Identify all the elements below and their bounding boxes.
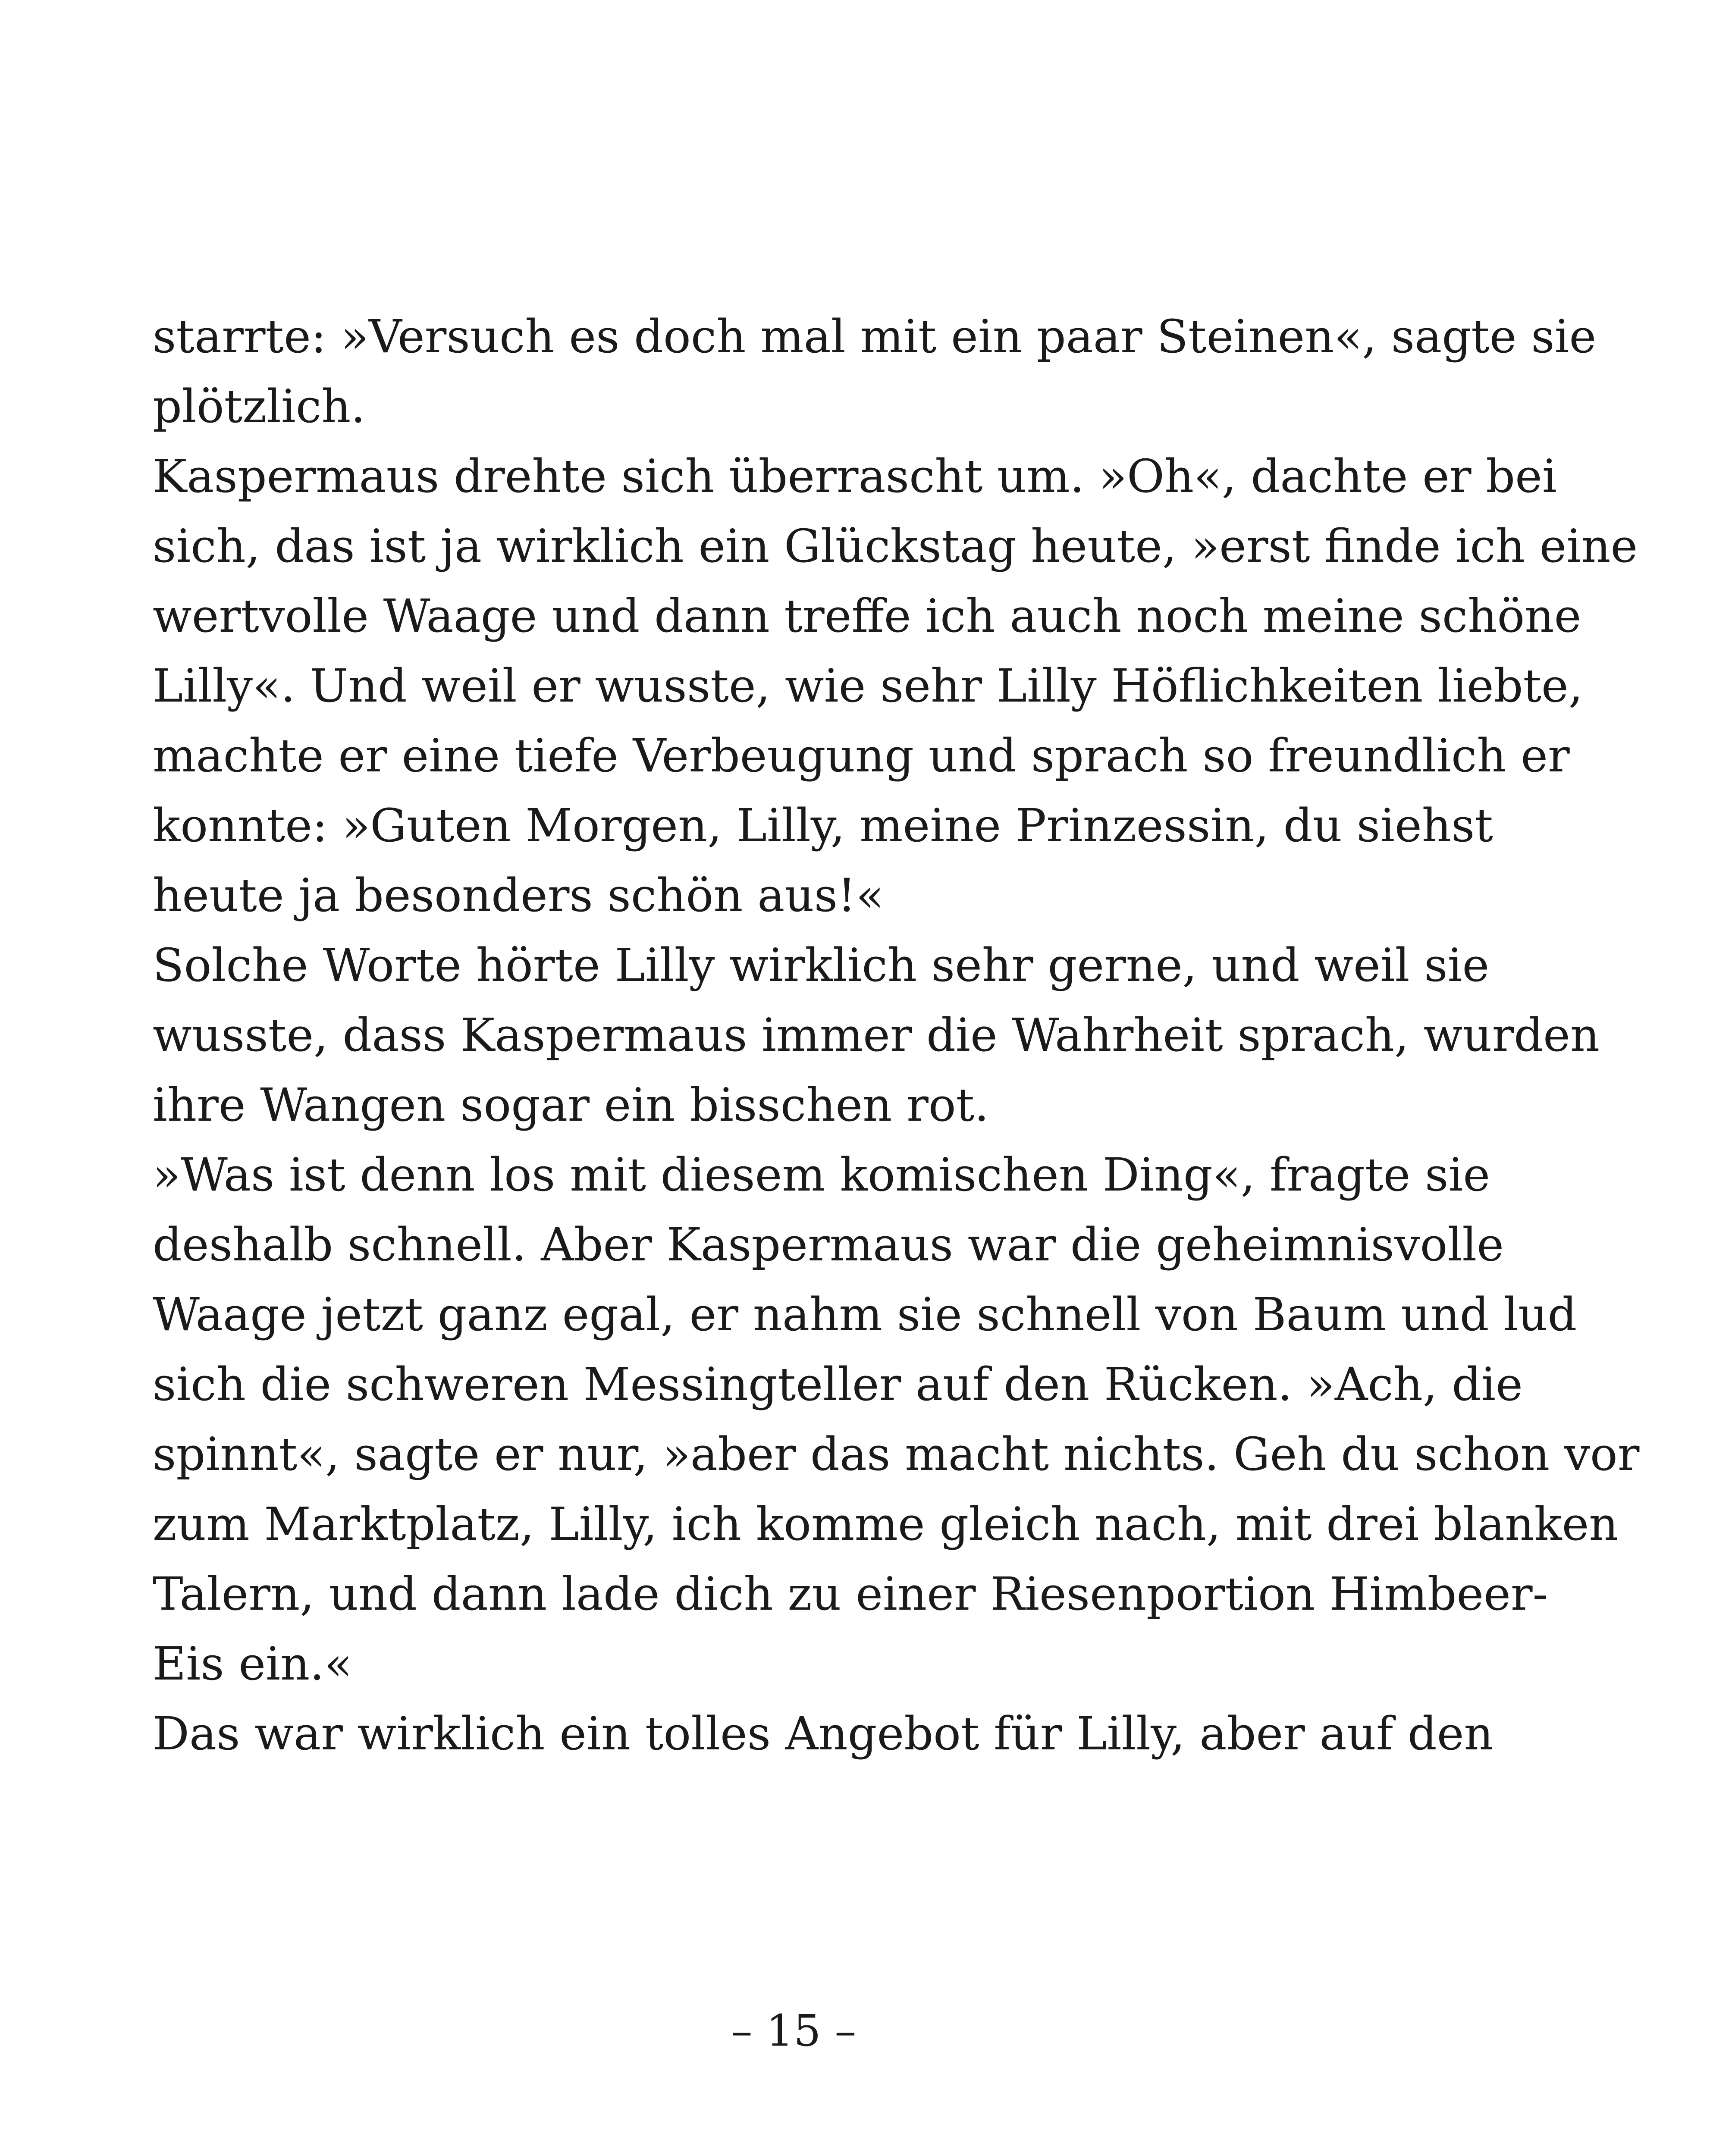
text-line: Talern, und dann lade dich zu einer Riesenportion Himbeer- xyxy=(153,1567,1548,1620)
text-line: wusste, dass Kaspermaus immer die Wahrheit sprach, wurden xyxy=(153,1009,1600,1062)
text-line: Waage jetzt ganz egal, er nahm sie schnell von Baum und lud xyxy=(153,1288,1577,1341)
text-line: »Was ist denn los mit diesem komischen Ding«, fragte sie xyxy=(153,1148,1490,1201)
text-line: sich die schweren Messingteller auf den Rücken. »Ach, die xyxy=(153,1358,1523,1411)
text-line: Kaspermaus drehte sich überrascht um. »Oh«, dachte er bei xyxy=(153,450,1557,503)
text-line: konnte: »Guten Morgen, Lilly, meine Prinzessin, du siehst xyxy=(153,799,1494,852)
text-line: wertvolle Waage und dann treffe ich auch noch meine schöne xyxy=(153,589,1581,642)
text-line: Solche Worte hörte Lilly wirklich sehr gerne, und weil sie xyxy=(153,939,1490,992)
page-number: – 15 – xyxy=(731,2006,857,2056)
text-line: sich, das ist ja wirklich ein Glückstag heute, »erst finde ich eine xyxy=(153,520,1638,573)
text-line: heute ja besonders schön aus!« xyxy=(153,869,884,922)
text-line: plötzlich. xyxy=(153,380,366,433)
text-line: starrte: »Versuch es doch mal mit ein paar Steinen«, sagte sie xyxy=(153,310,1597,363)
text-line: Lilly«. Und weil er wusste, wie sehr Lilly Höflichkeiten liebte, xyxy=(153,659,1583,712)
text-line: zum Marktplatz, Lilly, ich komme gleich nach, mit drei blanken xyxy=(153,1498,1619,1551)
body-text xyxy=(153,302,1640,1769)
text-line: machte er eine tiefe Verbeugung und sprach so freundlich er xyxy=(153,729,1570,782)
text-line: deshalb schnell. Aber Kaspermaus war die geheimnisvolle xyxy=(153,1218,1504,1271)
text-line: Eis ein.« xyxy=(153,1637,352,1690)
text-line: Das war wirklich ein tolles Angebot für Lilly, aber auf den xyxy=(153,1707,1494,1760)
text-line: ihre Wangen sogar ein bisschen rot. xyxy=(153,1078,989,1131)
text-line: spinnt«, sagte er nur, »aber das macht nichts. Geh du schon vor xyxy=(153,1428,1640,1481)
